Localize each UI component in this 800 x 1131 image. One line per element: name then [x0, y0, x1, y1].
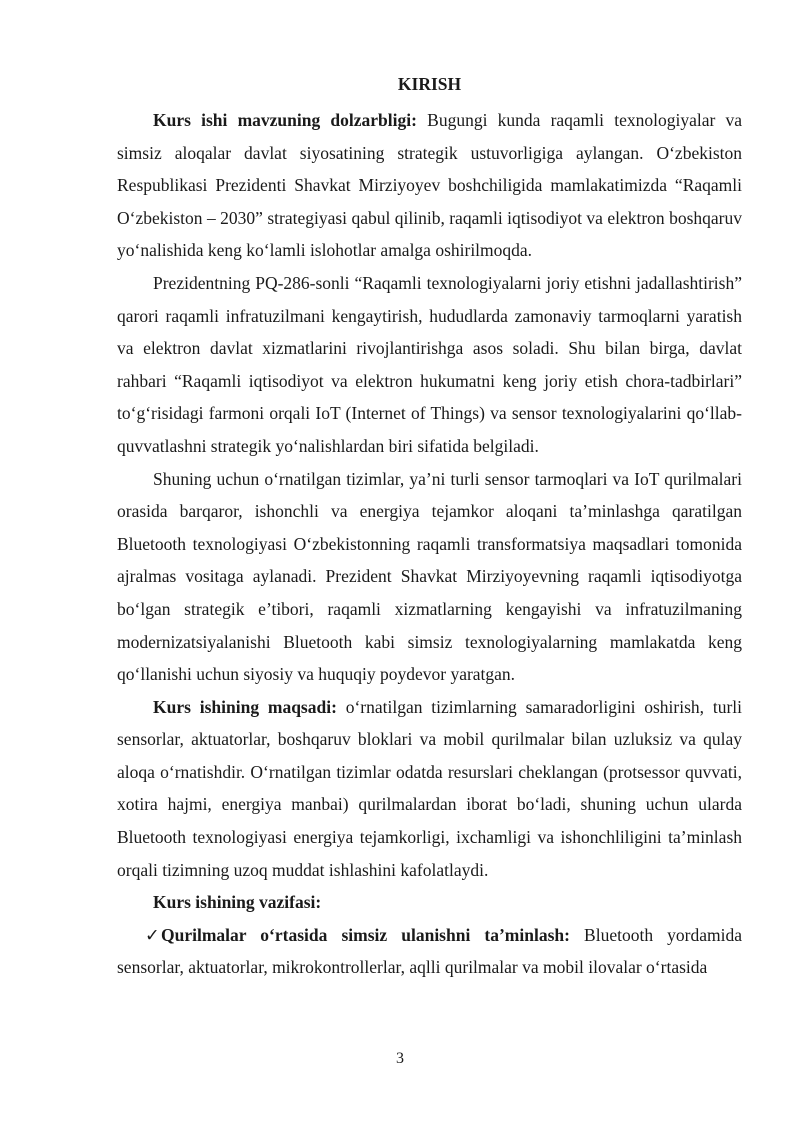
relevance-label: Kurs ishi mavzuning dolzarbligi:: [153, 110, 417, 130]
page-content: [117, 70, 742, 984]
task-wireless-label: Qurilmalar o‘rtasida simsiz ulanishni ta’minlash:: [161, 924, 570, 945]
paragraph-bluetooth: Shuning uchun o‘rnatilgan tizimlar, ya’ni turli sensor tarmoqlari va IoT qurilmalari orasida barqaror, ishonchli va energiya tejamkor aloqani ta’minlashga qaratilgan Bluetooth texnologiyasi O‘zbekistonning raqamli transformatsiya maqsadlari tomonida ajralmas vositaga aylanadi. Prezident Shavkat Mirziyoyevning raqamli iqtisodiyotga bo‘lgan strategik e’tibori, raqamli xizmatlarning kengayishi va infratuzilmaning modernizatsiyalanishi Bluetooth kabi simsiz texnologiyalarning mamlakatda keng qo‘llanishi uchun siyosiy va huquqiy poydevor yaratgan.: [117, 468, 742, 685]
page-number: 3: [396, 1050, 404, 1067]
paragraph-tasks-heading: [117, 886, 742, 919]
task-wireless-text: Bluetooth yordamida sensorlar, aktuatorlar, mikrokontrollerlar, aqlli qurilmalar va mobil ilovalar o‘rtasida: [117, 924, 742, 978]
goal-label: Kurs ishining maqsadi:: [153, 696, 337, 717]
tasks-label: Kurs ishining vazifasi:: [153, 892, 322, 913]
paragraph-task-wireless: [117, 919, 742, 984]
relevance-text: Bugungi kunda raqamli texnologiyalar va simsiz aloqalar davlat siyosatining strategik ustuvorligiga aylangan. O‘zbekiston Respublikasi Prezidenti Shavkat Mirziyoyev boshchiligida mamlakatimizda “Raqamli O‘zbekiston – 2030” strategiyasi qabul qilinib, raqamli iqtisodiyot va elektron boshqaruv yo‘nalishida keng ko‘lamli islohotlar amalga oshirilmoqda.: [117, 110, 742, 261]
checkmark-icon: ✓: [145, 924, 160, 945]
section-heading: KIRISH: [397, 74, 462, 94]
paragraph-decree: Prezidentning PQ-286-sonli “Raqamli texnologiyalarni joriy etishni jadallashtirish” qarori raqamli infratuzilmani kengaytirish, hududlarda zamonaviy tarmoqlarni yaratish va elektron davlat xizmatlarini rivojlantirishga asos soladi. Shu bilan birga, davlat rahbari “Raqamli iqtisodiyot va elektron hukumatni keng joriy etish chora-tadbirlari” to‘g‘risidagi farmoni orqali IoT (Internet of Things) va sensor texnologiyalarini qo‘llab-quvvatlashni strategik yo‘nalishlardan biri sifatida belgiladi.: [117, 272, 742, 456]
paragraph-goal: [117, 691, 742, 887]
paragraph-relevance: [117, 104, 742, 267]
goal-text: o‘rnatilgan tizimlarning samaradorligini oshirish, turli sensorlar, aktuatorlar, boshqaruv bloklari va mobil qurilmalar bilan uzluksiz va qulay aloqa o‘rnatishdir. O‘rnatilgan tizimlar odatda resurslari cheklangan (protsessor quvvati, xotira hajmi, energiya manbai) qurilmalardan iborat bo‘ladi, shuning uchun ularda Bluetooth texnologiyasi energiya tejamkorligi, ixchamligi va ishonchliligini ta’minlash orqali tizimning uzoq muddat ishlashini kafolatlaydi.: [117, 696, 742, 880]
